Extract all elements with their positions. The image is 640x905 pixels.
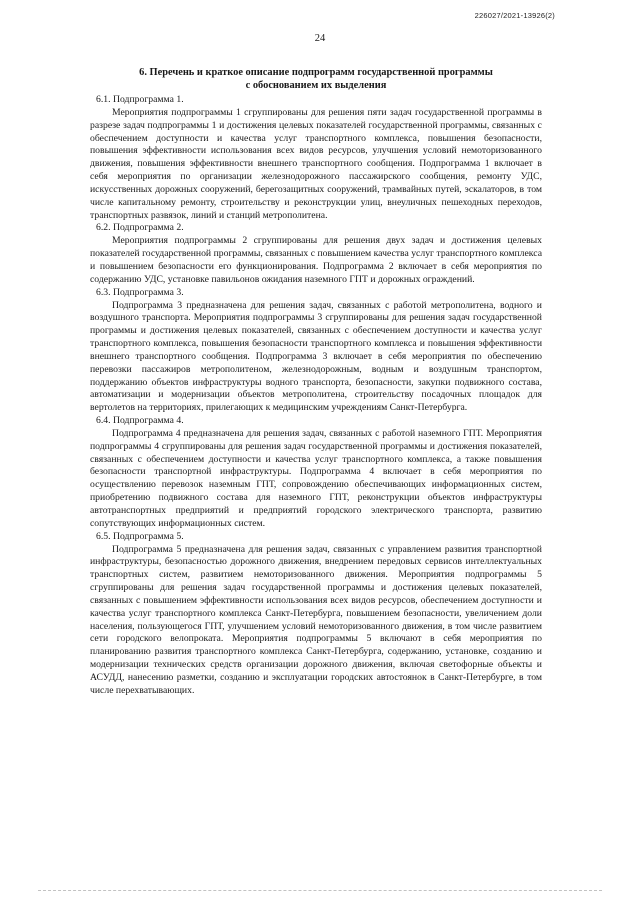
scan-edge-line <box>38 890 602 891</box>
subsection-paragraph: Подпрограмма 4 предназначена для решения задач, связанных с работой наземного ГПТ. Мероприятия подпрограммы 4 сгруппированы для решения задач государственной программы и достижения показателей, связанных с обеспечением доступности и качества услуг транспортного комплекса, а также повышения безопасности транспортной инфраструктуры. Подпрограмма 4 включает в себя мероприятия по осуществлению перевозок наземным ГПТ, сопровождению обеспечивающих информационных систем, приобретению подвижного состава для наземного ГПТ, реконструкции объектов инфраструктуры автотранспортных предприятий и предприятий городского электрического транспорта, развитию сопутствующих информационных систем. <box>90 427 542 529</box>
document-body <box>90 66 542 698</box>
subsection-heading: 6.1. Подпрограмма 1. <box>96 94 184 105</box>
subsection-2 <box>90 222 542 286</box>
subsection-paragraph: Мероприятия подпрограммы 2 сгруппированы для решения двух задач и достижения целевых показателей государственной программы, связанных с повышением качества услуг транспортного комплекса и повышением безопасности его функционирования. Подпрограмма 2 включает в себя мероприятия по содержанию УДС, установке павильонов ожидания наземного ГПТ и дорожных ограждений. <box>90 235 542 285</box>
subsection-heading: 6.2. Подпрограмма 2. <box>96 222 184 234</box>
subsection-paragraph: Подпрограмма 3 предназначена для решения задач, связанных с работой метрополитена, водного и воздушного транспорта. Мероприятия подпрограммы 3 сгруппированы для решения задач государственной программы и достижения целевых показателей, связанных с обеспечением доступности и качества услуг транспортного комплекса, повышения безопасности транспортного комплекса и повышения эффективности внешнего транспортного сообщения. Подпрограмма 3 включает в себя мероприятия по обеспечению перевозки пассажиров метрополитеном, железнодорожным, водным и воздушным транспортом, поддержанию объектов инфраструктуры водного транспорта, безопасности, закупки подвижного состава, автоматизации и модернизации объектов метрополитена, строительству посадочных площадок для вертолетов на территориях, прилегающих к медицинским учреждениям Санкт-Петербурга. <box>90 299 542 414</box>
subsection-5 <box>90 531 542 698</box>
subsection-paragraph: Мероприятия подпрограммы 1 сгруппированы для решения пяти задач государственной программы в разрезе задач подпрограммы 1 и достижения целевых показателей государственной программы, связанных с обеспечением доступности и качества услуг транспортного комплекса, повышения безопасности, повышения эффективности использования всех видов ресурсов, улучшения условий немоторизованного движения, повышения эффективности внешнего транспортного сообщения. Подпрограмма 1 включает в себя мероприятия по организации железнодорожного пассажирского сообщения, ремонту УДС, искусственных дорожных сооружений, берегозащитных сооружений, трамвайных путей, эскалаторов, в том числе капитальному ремонту, строительству и реконструкции улиц, внеуличных пешеходных переходов, транспортных развязок, линий и станций метрополитена. <box>90 106 542 221</box>
subsection-1 <box>90 94 542 222</box>
document-id: 226027/2021-13926(2) <box>474 11 555 20</box>
section-title-line-1: 6. Перечень и краткое описание подпрограмм государственной программы <box>139 67 493 78</box>
section-title <box>90 66 542 92</box>
subsection-3 <box>90 287 542 415</box>
section-title-line-2: с обоснованием их выделения <box>245 80 387 91</box>
subsection-heading: 6.5. Подпрограмма 5. <box>96 530 184 542</box>
subsection-paragraph: Подпрограмма 5 предназначена для решения задач, связанных с управлением развития транспортной инфраструктуры, безопасностью дорожного движения, внедрением передовых сервисов интеллектуальных транспортных систем, развитием немоторизованного движения. Мероприятия подпрограммы 5 сгруппированы для решения задач государственной программы и достижения целевых показателей, связанных с повышением эффективности использования всех видов ресурсов, обеспечением доступности и качества услуг транспортного комплекса Санкт-Петербурга, повышением безопасности, увеличением доли населения, пользующегося ГПТ, улучшением условий немоторизованного движения, в том числе развитием сети городского велопроката. Мероприятия подпрограммы 5 включают в себя мероприятия по планированию развития транспортного комплекса Санкт-Петербурга, содержанию, установке, созданию и модернизации технических средств организации дорожного движения, включая светофорные объекты и АСУДД, нанесению разметки, созданию и эксплуатации городских автостоянок в Санкт-Петербурге, в том числе перехватывающих. <box>90 543 542 696</box>
page-number: 24 <box>314 33 326 44</box>
subsection-4 <box>90 415 542 531</box>
subsection-heading: 6.3. Подпрограмма 3. <box>96 286 184 298</box>
subsection-heading: 6.4. Подпрограмма 4. <box>96 415 184 427</box>
